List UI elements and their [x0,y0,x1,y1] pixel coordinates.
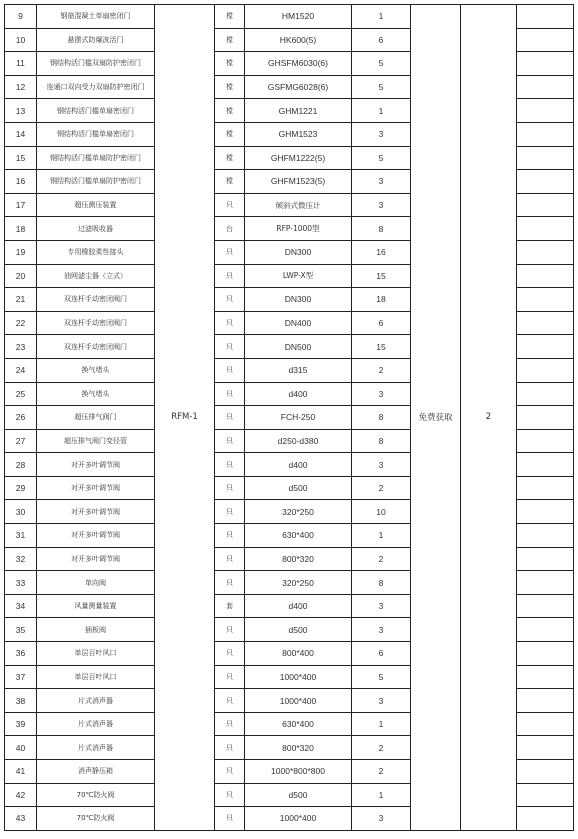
spec-cell: d500 [245,476,352,500]
spec-cell: d400 [245,453,352,477]
spec-cell: 630*400 [245,712,352,736]
item-name-cell: 单向阀 [37,571,155,595]
spec-cell: DN400 [245,311,352,335]
row-number-cell: 41 [5,760,37,784]
count-cell: 2 [461,5,517,831]
table-body [5,5,574,831]
quantity-cell: 1 [352,99,411,123]
empty-cell [517,665,574,689]
unit-cell: 只 [215,358,245,382]
unit-cell: 只 [215,476,245,500]
item-name-cell: 片式消声器 [37,736,155,760]
empty-cell [517,5,574,29]
unit-cell: 只 [215,665,245,689]
row-number-cell: 9 [5,5,37,29]
row-number-cell: 42 [5,783,37,807]
spec-cell: RFP-1000型 [245,217,352,241]
row-number-cell: 38 [5,689,37,713]
empty-cell [517,760,574,784]
row-number-cell: 40 [5,736,37,760]
item-name-cell: 70℃防火阀 [37,807,155,831]
row-number-cell: 13 [5,99,37,123]
model-cell: RFM-1 [155,5,215,831]
empty-cell [517,642,574,666]
item-name-cell: 对开多叶调节阀 [37,500,155,524]
item-name-cell: 双连杆手动密闭阀门 [37,335,155,359]
quantity-cell: 3 [352,122,411,146]
unit-cell: 只 [215,335,245,359]
spec-cell: GHFM1523(5) [245,170,352,194]
row-number-cell: 16 [5,170,37,194]
quantity-cell: 3 [352,453,411,477]
empty-cell [517,170,574,194]
quantity-cell: 15 [352,264,411,288]
unit-cell: 樘 [215,5,245,29]
row-number-cell: 29 [5,476,37,500]
quantity-cell: 5 [352,146,411,170]
spec-cell: 800*320 [245,736,352,760]
spec-cell: 320*250 [245,500,352,524]
empty-cell [517,736,574,760]
empty-cell [517,217,574,241]
item-name-cell: 对开多叶调节阀 [37,453,155,477]
empty-cell [517,240,574,264]
item-name-cell: 油网滤尘器（立式） [37,264,155,288]
spec-cell: 630*400 [245,524,352,548]
unit-cell: 只 [215,736,245,760]
unit-cell: 只 [215,642,245,666]
quantity-cell: 3 [352,170,411,194]
spec-cell: 320*250 [245,571,352,595]
quantity-cell: 2 [352,547,411,571]
unit-cell: 只 [215,547,245,571]
row-number-cell: 15 [5,146,37,170]
empty-cell [517,358,574,382]
spec-cell: GHM1221 [245,99,352,123]
equipment-table [4,4,574,831]
spec-cell: 1000*400 [245,689,352,713]
empty-cell [517,28,574,52]
spec-cell: HK600(5) [245,28,352,52]
empty-cell [517,382,574,406]
row-number-cell: 10 [5,28,37,52]
unit-cell: 樘 [215,52,245,76]
spec-cell: FCH-250 [245,406,352,430]
quantity-cell: 3 [352,807,411,831]
item-name-cell: 消声静压箱 [37,760,155,784]
spec-cell: 1000*400 [245,665,352,689]
spec-cell: d315 [245,358,352,382]
row-number-cell: 32 [5,547,37,571]
spec-cell: HM1520 [245,5,352,29]
empty-cell [517,429,574,453]
quantity-cell: 3 [352,594,411,618]
row-number-cell: 17 [5,193,37,217]
unit-cell: 只 [215,453,245,477]
table-row [5,5,574,29]
item-name-cell: 70℃防火阀 [37,783,155,807]
empty-cell [517,311,574,335]
item-name-cell: 钢结构活门槛单扇密闭门 [37,122,155,146]
spec-cell: LWP-X型 [245,264,352,288]
quantity-cell: 1 [352,524,411,548]
quantity-cell: 15 [352,335,411,359]
row-number-cell: 19 [5,240,37,264]
quantity-cell: 3 [352,382,411,406]
quantity-cell: 16 [352,240,411,264]
row-number-cell: 14 [5,122,37,146]
row-number-cell: 33 [5,571,37,595]
spec-cell: GHM1523 [245,122,352,146]
quantity-cell: 5 [352,665,411,689]
row-number-cell: 31 [5,524,37,548]
empty-cell [517,99,574,123]
unit-cell: 只 [215,807,245,831]
item-name-cell: 钢结构活门槛单扇防护密闭门 [37,170,155,194]
item-name-cell: 过滤吸收器 [37,217,155,241]
quantity-cell: 2 [352,358,411,382]
spec-cell: d400 [245,382,352,406]
empty-cell [517,807,574,831]
item-name-cell: 钢筋混凝土单扇密闭门 [37,5,155,29]
quantity-cell: 3 [352,689,411,713]
unit-cell: 只 [215,429,245,453]
quantity-cell: 3 [352,618,411,642]
empty-cell [517,264,574,288]
row-number-cell: 37 [5,665,37,689]
unit-cell: 只 [215,382,245,406]
empty-cell [517,335,574,359]
row-number-cell: 36 [5,642,37,666]
item-name-cell: 对开多叶调节阀 [37,476,155,500]
spec-cell: 1000*400 [245,807,352,831]
item-name-cell: 对开多叶调节阀 [37,524,155,548]
item-name-cell: 专用橡胶柔性接头 [37,240,155,264]
spec-cell: d250-d380 [245,429,352,453]
unit-cell: 樘 [215,75,245,99]
spec-cell: GHFM1222(5) [245,146,352,170]
spec-cell: d400 [245,594,352,618]
unit-cell: 只 [215,500,245,524]
row-number-cell: 21 [5,288,37,312]
item-name-cell: 插板阀 [37,618,155,642]
row-number-cell: 12 [5,75,37,99]
empty-cell [517,122,574,146]
empty-cell [517,52,574,76]
row-number-cell: 27 [5,429,37,453]
unit-cell: 只 [215,406,245,430]
item-name-cell: 超压排气阀门变径管 [37,429,155,453]
quantity-cell: 6 [352,642,411,666]
unit-cell: 只 [215,264,245,288]
quantity-cell: 2 [352,476,411,500]
item-name-cell: 片式消声器 [37,712,155,736]
quantity-cell: 3 [352,193,411,217]
item-name-cell: 钢结构活门槛双扇防护密闭门 [37,52,155,76]
empty-cell [517,193,574,217]
quantity-cell: 6 [352,28,411,52]
quantity-cell: 5 [352,52,411,76]
acquisition-cell: 免费获取 [411,5,461,831]
unit-cell: 只 [215,288,245,312]
item-name-cell: 连通口双向受力双扇防护密闭门 [37,75,155,99]
empty-cell [517,524,574,548]
row-number-cell: 18 [5,217,37,241]
empty-cell [517,594,574,618]
quantity-cell: 1 [352,712,411,736]
unit-cell: 只 [215,760,245,784]
unit-cell: 只 [215,712,245,736]
unit-cell: 只 [215,689,245,713]
row-number-cell: 20 [5,264,37,288]
spec-cell: 800*400 [245,642,352,666]
quantity-cell: 5 [352,75,411,99]
row-number-cell: 28 [5,453,37,477]
unit-cell: 只 [215,311,245,335]
empty-cell [517,500,574,524]
row-number-cell: 23 [5,335,37,359]
item-name-cell: 钢结构活门槛单扇密闭门 [37,99,155,123]
item-name-cell: 单层百叶风口 [37,642,155,666]
unit-cell: 樘 [215,170,245,194]
empty-cell [517,783,574,807]
row-number-cell: 34 [5,594,37,618]
quantity-cell: 10 [352,500,411,524]
unit-cell: 樘 [215,99,245,123]
quantity-cell: 8 [352,571,411,595]
spec-cell: GHSFM6030(6) [245,52,352,76]
spec-cell: DN300 [245,240,352,264]
item-name-cell: 超压排气阀门 [37,406,155,430]
unit-cell: 只 [215,524,245,548]
empty-cell [517,453,574,477]
item-name-cell: 风量测量装置 [37,594,155,618]
unit-cell: 只 [215,240,245,264]
spec-cell: 倾斜式微压计 [245,193,352,217]
item-name-cell: 片式消声器 [37,689,155,713]
empty-cell [517,547,574,571]
spec-cell: GSFMG6028(6) [245,75,352,99]
empty-cell [517,75,574,99]
quantity-cell: 1 [352,783,411,807]
empty-cell [517,288,574,312]
spec-cell: d500 [245,618,352,642]
unit-cell: 樘 [215,28,245,52]
item-name-cell: 换气堵头 [37,358,155,382]
quantity-cell: 2 [352,736,411,760]
quantity-cell: 6 [352,311,411,335]
unit-cell: 台 [215,217,245,241]
row-number-cell: 25 [5,382,37,406]
quantity-cell: 2 [352,760,411,784]
unit-cell: 套 [215,594,245,618]
quantity-cell: 8 [352,406,411,430]
row-number-cell: 22 [5,311,37,335]
unit-cell: 樘 [215,122,245,146]
row-number-cell: 24 [5,358,37,382]
unit-cell: 只 [215,783,245,807]
spec-cell: d500 [245,783,352,807]
quantity-cell: 1 [352,5,411,29]
spec-cell: 1000*800*800 [245,760,352,784]
empty-cell [517,712,574,736]
empty-cell [517,146,574,170]
item-name-cell: 钢结构活门槛单扇防护密闭门 [37,146,155,170]
item-name-cell: 双连杆手动密闭阀门 [37,311,155,335]
empty-cell [517,476,574,500]
item-name-cell: 悬摆式防爆波活门 [37,28,155,52]
quantity-cell: 8 [352,429,411,453]
empty-cell [517,571,574,595]
quantity-cell: 18 [352,288,411,312]
unit-cell: 只 [215,618,245,642]
row-number-cell: 43 [5,807,37,831]
item-name-cell: 超压测压装置 [37,193,155,217]
item-name-cell: 换气堵头 [37,382,155,406]
row-number-cell: 39 [5,712,37,736]
spec-cell: 800*320 [245,547,352,571]
empty-cell [517,618,574,642]
quantity-cell: 8 [352,217,411,241]
spec-cell: DN300 [245,288,352,312]
item-name-cell: 对开多叶调节阀 [37,547,155,571]
item-name-cell: 双连杆手动密闭阀门 [37,288,155,312]
empty-cell [517,689,574,713]
spec-cell: DN500 [245,335,352,359]
unit-cell: 只 [215,193,245,217]
row-number-cell: 11 [5,52,37,76]
row-number-cell: 35 [5,618,37,642]
empty-cell [517,406,574,430]
item-name-cell: 单层百叶风口 [37,665,155,689]
row-number-cell: 26 [5,406,37,430]
unit-cell: 只 [215,571,245,595]
row-number-cell: 30 [5,500,37,524]
unit-cell: 樘 [215,146,245,170]
